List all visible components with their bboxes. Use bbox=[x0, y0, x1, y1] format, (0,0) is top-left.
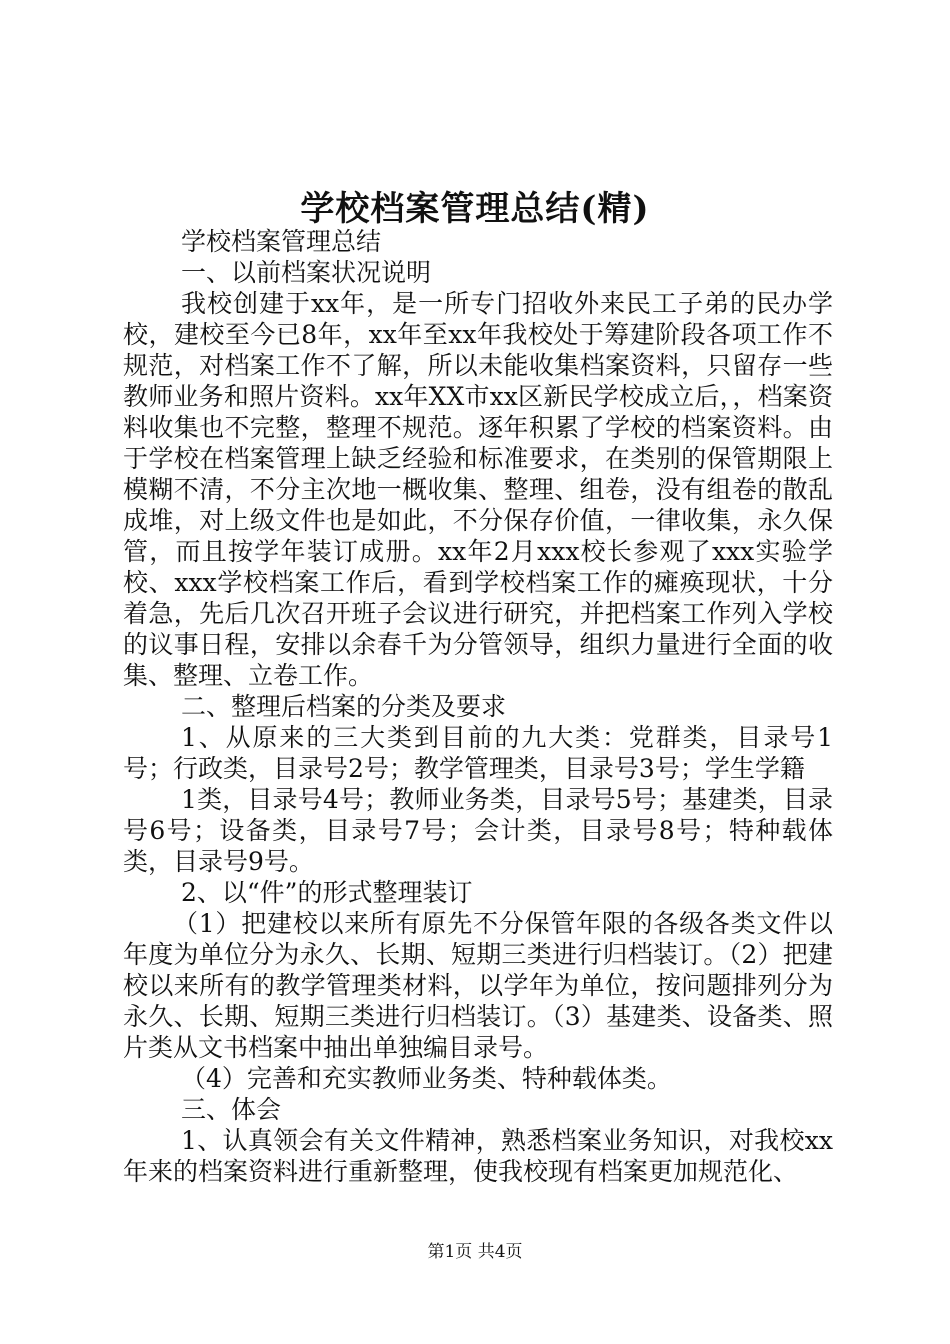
page-number-footer: 第1页 共4页 bbox=[427, 1242, 523, 1262]
paragraph-experience-1: 1、认真领会有关文件精神，熟悉档案业务知识，对我校xx年来的档案资料进行重新整理，使我校现有档案更加规范化、 bbox=[123, 1126, 833, 1186]
paragraph-doc-heading: 学校档案管理总结 bbox=[181, 227, 382, 256]
document-body bbox=[123, 226, 833, 1187]
paragraph-binding-details: （1）把建校以来所有原先不分保管年限的各级各类文件以年度为单位分为永久、长期、短期三类进行归档装订。（2）把建校以来所有的教学管理类材料，以学年为单位，按问题排列分为永久、长期、短期三类进行归档装订。（3）基建类、设备类、照片类从文书档案中抽出单独编目录号。 bbox=[123, 909, 833, 1062]
document-title: 学校档案管理总结(精) bbox=[300, 189, 650, 229]
paragraph-categories-part-1: 1、从原来的三大类到目前的九大类：党群类，目录号1号；行政类，目录号2号；教学管理类，目录号3号；学生学籍 bbox=[123, 723, 833, 783]
paragraph-categories-part-2: 1类，目录号4号；教师业务类，目录号5号；基建类，目录号6号；设备类，目录号7号；会计类，目录号8号；特种载体类，目录号9号。 bbox=[123, 785, 833, 876]
paragraph-section-3-heading: 三、体会 bbox=[181, 1095, 282, 1124]
paragraph-section-1-heading: 一、以前档案状况说明 bbox=[181, 258, 432, 287]
paragraph-history: 我校创建于xx年，是一所专门招收外来民工子弟的民办学校，建校至今已8年，xx年至xx年我校处于筹建阶段各项工作不规范，对档案工作不了解，所以未能收集档案资料，只留存一些教师业务和照片资料。xx年XX市xx区新民学校成立后，，档案资料收集也不完整，整理不规范。逐年积累了学校的档案资料。由于学校在档案管理上缺乏经验和标准要求，在类别的保管期限上模糊不清，不分主次地一概收集、整理、组卷，没有组卷的散乱成堆，对上级文件也是如此，不分保存价值，一律收集，永久保管，而且按学年装订成册。xx年2月xxx校长参观了xxx实验学校、xxx学校档案工作后，看到学校档案工作的瘫痪现状，十分着急，先后几次召开班子会议进行研究，并把档案工作列入学校的议事日程，安排以余春千为分管领导，组织力量进行全面的收集、整理、立卷工作。 bbox=[123, 289, 833, 690]
paragraph-binding-heading: 2、以“件”的形式整理装订 bbox=[181, 878, 473, 907]
paragraph-section-2-heading: 二、整理后档案的分类及要求 bbox=[181, 692, 507, 721]
paragraph-binding-item-4: （4）完善和充实教师业务类、特种载体类。 bbox=[181, 1064, 672, 1093]
